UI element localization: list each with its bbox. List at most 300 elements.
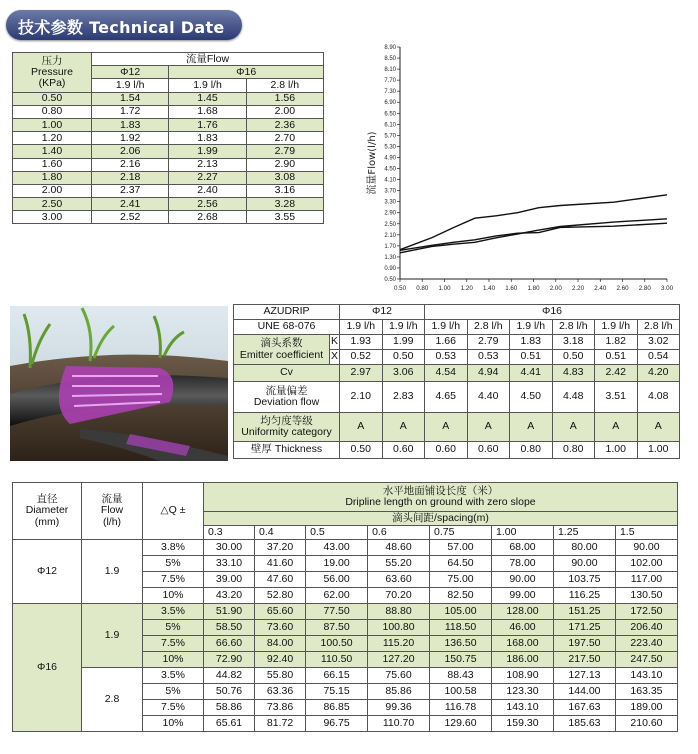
rate-header: 2.8 l/h: [637, 320, 680, 335]
spacing-value: 0.5: [306, 526, 368, 540]
length-value: 150.75: [430, 652, 492, 668]
length-value: 136.50: [430, 636, 492, 652]
x-tick-label: 2.20: [571, 285, 585, 292]
pressure-flow-table: [12, 52, 324, 224]
y-tick-label: 2.90: [384, 210, 396, 217]
pressure-value: 1.20: [13, 132, 92, 145]
x-tick-label: 2.40: [594, 285, 607, 292]
series-line-3: [400, 195, 667, 250]
length-value: 115.20: [368, 636, 430, 652]
y-tick-label: 4.50: [384, 166, 396, 173]
flow-value: 3.16: [246, 184, 323, 197]
length-value: 58.86: [204, 700, 255, 716]
spacing-value: 1.5: [615, 526, 677, 540]
length-value: 210.60: [615, 716, 677, 732]
flow-header-en: Flow: [100, 504, 124, 517]
k-value: 1.93: [340, 335, 383, 350]
flow-value: 3.55: [246, 211, 323, 224]
emitter-specs-table: [233, 304, 680, 459]
x-tick-label: 1.20: [460, 285, 473, 292]
uniformity-value: A: [510, 413, 553, 442]
pressure-value: 0.50: [13, 92, 92, 105]
length-value: 63.60: [368, 572, 430, 588]
flow-value: 2.56: [169, 198, 246, 211]
x-value: 0.53: [467, 350, 510, 365]
dripline-length-table: [12, 482, 678, 732]
deviation-value: 4.50: [510, 382, 553, 413]
x-value: 0.50: [382, 350, 425, 365]
length-value: 100.80: [368, 620, 430, 636]
deviation-value: 3.51: [595, 382, 638, 413]
flow-cell: 1.9: [82, 604, 143, 668]
length-value: 46.00: [492, 620, 554, 636]
length-value: 90.00: [553, 556, 615, 572]
pressure-row: [13, 105, 324, 118]
x-tick-label: 1.00: [438, 285, 451, 292]
deviation-value: 4.08: [637, 382, 680, 413]
diameter-16-header: Φ16: [169, 66, 324, 79]
rate-header: 1.9 l/h: [92, 79, 169, 92]
pressure-header-cn: 压力: [41, 54, 63, 67]
spacing-value: 0.4: [255, 526, 306, 540]
delta-q-value: 10%: [143, 716, 204, 732]
length-value: 130.50: [615, 588, 677, 604]
delta-q-value: 7.5%: [143, 700, 204, 716]
length-value: 88.80: [368, 604, 430, 620]
standard-cell: UNE 68-076: [234, 320, 340, 335]
delta-q-value: 5%: [143, 684, 204, 700]
delta-q-value: 5%: [143, 556, 204, 572]
x-tick-label: 0.80: [416, 285, 429, 292]
delta-q-value: 7.5%: [143, 572, 204, 588]
uniformity-value: A: [340, 413, 383, 442]
length-value: 55.20: [368, 556, 430, 572]
emitter-coefficient-en: Emitter coefficient: [239, 348, 324, 361]
diameter-12-header: Φ12: [92, 66, 169, 79]
length-value: 77.50: [306, 604, 368, 620]
cv-value: 4.20: [637, 365, 680, 382]
length-value: 19.00: [306, 556, 368, 572]
delta-q-value: 3.5%: [143, 604, 204, 620]
flow-pressure-chart: [355, 41, 695, 296]
flow-value: 1.45: [169, 92, 246, 105]
flow-value: 1.83: [169, 132, 246, 145]
length-value: 73.86: [255, 700, 306, 716]
uniformity-en: Uniformity category: [241, 426, 332, 438]
pressure-row: [13, 145, 324, 158]
length-value: 128.00: [492, 604, 554, 620]
length-row: [13, 540, 678, 556]
uniformity-value: A: [467, 413, 510, 442]
length-value: 116.25: [553, 588, 615, 604]
flow-value: 2.27: [169, 171, 246, 184]
length-value: 65.61: [204, 716, 255, 732]
rate-header: 1.9 l/h: [340, 320, 383, 335]
rate-header: 1.9 l/h: [595, 320, 638, 335]
length-value: 72.90: [204, 652, 255, 668]
brand-cell: AZUDRIP: [234, 305, 340, 320]
flow-value: 2.52: [92, 211, 169, 224]
length-value: 81.72: [255, 716, 306, 732]
deviation-value: 4.48: [552, 382, 595, 413]
length-value: 103.75: [553, 572, 615, 588]
x-value: 0.52: [340, 350, 383, 365]
flow-value: 3.08: [246, 171, 323, 184]
length-value: 80.00: [553, 540, 615, 556]
deviation-value: 2.83: [382, 382, 425, 413]
y-tick-label: 8.90: [384, 45, 396, 51]
y-tick-label: 5.70: [384, 133, 396, 140]
pressure-row: [13, 158, 324, 171]
spacing-value: 0.6: [368, 526, 430, 540]
x-value: 0.51: [595, 350, 638, 365]
length-value: 167.63: [553, 700, 615, 716]
cv-value: 4.83: [552, 365, 595, 382]
length-value: 217.50: [553, 652, 615, 668]
length-value: 185.63: [553, 716, 615, 732]
spacing-value: 0.3: [204, 526, 255, 540]
pressure-row: [13, 211, 324, 224]
length-value: 105.00: [430, 604, 492, 620]
dripline-photo: [10, 306, 228, 461]
cv-value: 4.94: [467, 365, 510, 382]
length-value: 33.10: [204, 556, 255, 572]
rate-header: 1.9 l/h: [382, 320, 425, 335]
thickness-value: 0.60: [425, 442, 468, 459]
diameter-header-en: Diameter: [25, 504, 69, 517]
x-tick-label: 3.00: [660, 285, 674, 292]
pressure-value: 1.40: [13, 145, 92, 158]
length-value: 66.60: [204, 636, 255, 652]
length-row: [13, 668, 678, 684]
length-value: 127.13: [553, 668, 615, 684]
length-value: 73.60: [255, 620, 306, 636]
pressure-value: 1.00: [13, 118, 92, 131]
pressure-value: 2.50: [13, 198, 92, 211]
delta-q-value: 3.5%: [143, 668, 204, 684]
uniformity-label: [234, 413, 340, 442]
flow-value: 1.99: [169, 145, 246, 158]
length-value: 223.40: [615, 636, 677, 652]
length-header-en: Dripline length on ground with zero slope: [345, 496, 536, 508]
length-value: 82.50: [430, 588, 492, 604]
flow-value: 2.06: [92, 145, 169, 158]
diameter-header: [13, 483, 82, 540]
x-tick-label: 2.00: [549, 285, 562, 292]
x-tick-label: 1.60: [505, 285, 518, 292]
rate-header: 1.9 l/h: [510, 320, 553, 335]
section-title: 技术参数 Technical Date: [18, 18, 225, 37]
length-value: 163.35: [615, 684, 677, 700]
length-value: 47.60: [255, 572, 306, 588]
flow-value: 2.00: [246, 105, 323, 118]
x-value: 0.54: [637, 350, 680, 365]
y-tick-label: 3.30: [384, 199, 396, 206]
thickness-value: 0.50: [340, 442, 383, 459]
length-value: 70.20: [368, 588, 430, 604]
length-value: 41.60: [255, 556, 306, 572]
length-value: 189.00: [615, 700, 677, 716]
x-tick-label: 1.80: [527, 285, 540, 292]
length-value: 68.00: [492, 540, 554, 556]
spacing-value: 1.25: [553, 526, 615, 540]
length-value: 129.60: [430, 716, 492, 732]
uniformity-value: A: [552, 413, 595, 442]
delta-q-header: △Q ±: [143, 483, 204, 540]
flow-value: 2.18: [92, 171, 169, 184]
flow-value: 1.72: [92, 105, 169, 118]
x-tick-label: 1.40: [482, 285, 496, 292]
length-value: 99.36: [368, 700, 430, 716]
diameter-12-header: Φ12: [340, 305, 425, 320]
length-value: 85.86: [368, 684, 430, 700]
length-value: 65.60: [255, 604, 306, 620]
length-value: 56.00: [306, 572, 368, 588]
thickness-value: 0.80: [552, 442, 595, 459]
y-tick-label: 6.50: [384, 111, 396, 118]
pressure-value: 1.80: [13, 171, 92, 184]
cv-value: 4.41: [510, 365, 553, 382]
length-value: 151.25: [553, 604, 615, 620]
x-tick-label: 2.80: [638, 285, 651, 292]
x-value: 0.51: [510, 350, 553, 365]
flow-value: 1.54: [92, 92, 169, 105]
flow-value: 2.79: [246, 145, 323, 158]
length-value: 57.00: [430, 540, 492, 556]
y-tick-label: 2.50: [384, 221, 396, 228]
k-value: 2.79: [467, 335, 510, 350]
cv-value: 2.42: [595, 365, 638, 382]
k-symbol: K: [330, 335, 340, 350]
spacing-value: 1.00: [492, 526, 554, 540]
flow-cell: 2.8: [82, 668, 143, 732]
spacing-header: 滴头间距/spacing(m): [204, 512, 678, 526]
flow-value: 3.28: [246, 198, 323, 211]
x-value: 0.50: [552, 350, 595, 365]
length-value: 75.15: [306, 684, 368, 700]
thickness-value: 0.80: [510, 442, 553, 459]
k-value: 1.66: [425, 335, 468, 350]
uniformity-value: A: [637, 413, 680, 442]
uniformity-value: A: [382, 413, 425, 442]
length-value: 143.10: [492, 700, 554, 716]
length-value: 108.90: [492, 668, 554, 684]
flow-value: 2.16: [92, 158, 169, 171]
rate-header: 2.8 l/h: [246, 79, 323, 92]
diameter-16-header: Φ16: [425, 305, 680, 320]
deviation-value: 4.40: [467, 382, 510, 413]
length-value: 102.00: [615, 556, 677, 572]
length-value: 143.10: [615, 668, 677, 684]
uniformity-cn: 均匀度等级: [260, 414, 313, 427]
length-value: 63.36: [255, 684, 306, 700]
flow-value: 1.83: [92, 118, 169, 131]
length-value: 52.80: [255, 588, 306, 604]
y-tick-label: 7.70: [384, 78, 396, 85]
series-line-2: [400, 219, 667, 253]
flow-value: 1.56: [246, 92, 323, 105]
length-value: 66.15: [306, 668, 368, 684]
length-value: 39.00: [204, 572, 255, 588]
length-value: 90.00: [492, 572, 554, 588]
length-value: 37.20: [255, 540, 306, 556]
thickness-label: 壁厚 Thickness: [234, 442, 340, 459]
cv-value: 4.54: [425, 365, 468, 382]
y-tick-label: 4.90: [384, 155, 396, 162]
uniformity-value: A: [595, 413, 638, 442]
length-value: 144.00: [553, 684, 615, 700]
flow-value: 1.68: [169, 105, 246, 118]
pressure-row: [13, 92, 324, 105]
y-tick-label: 6.10: [384, 122, 396, 129]
flow-value: 2.68: [169, 211, 246, 224]
y-tick-label: 1.30: [384, 254, 396, 261]
deviation-value: 2.10: [340, 382, 383, 413]
length-value: 168.00: [492, 636, 554, 652]
length-value: 43.20: [204, 588, 255, 604]
length-value: 117.00: [615, 572, 677, 588]
length-value: 116.78: [430, 700, 492, 716]
length-value: 99.00: [492, 588, 554, 604]
deviation-flow-en: Deviation flow: [253, 396, 320, 408]
pressure-row: [13, 184, 324, 197]
length-row: [13, 604, 678, 620]
diameter-header-cn: 直径: [36, 493, 58, 506]
k-value: 3.02: [637, 335, 680, 350]
y-tick-label: 7.30: [384, 89, 396, 96]
pressure-row: [13, 132, 324, 145]
length-value: 64.50: [430, 556, 492, 572]
flow-cell: 1.9: [82, 540, 143, 604]
thickness-value: 1.00: [595, 442, 638, 459]
k-value: 1.83: [510, 335, 553, 350]
delta-q-value: 10%: [143, 588, 204, 604]
x-value: 0.53: [425, 350, 468, 365]
length-value: 75.60: [368, 668, 430, 684]
y-tick-label: 5.30: [384, 144, 396, 151]
thickness-value: 0.60: [467, 442, 510, 459]
length-value: 50.76: [204, 684, 255, 700]
length-value: 44.82: [204, 668, 255, 684]
section-title-banner: [6, 10, 242, 40]
cv-value: 3.06: [382, 365, 425, 382]
length-value: 92.40: [255, 652, 306, 668]
y-tick-label: 1.70: [384, 243, 396, 250]
rate-header: 1.9 l/h: [169, 79, 246, 92]
length-value: 118.50: [430, 620, 492, 636]
pressure-header-unit: (KPa): [38, 76, 66, 89]
length-value: 84.00: [255, 636, 306, 652]
length-value: 100.50: [306, 636, 368, 652]
pressure-row: [13, 118, 324, 131]
deviation-flow-cn: 流量偏差: [265, 384, 308, 397]
length-value: 58.50: [204, 620, 255, 636]
y-tick-label: 3.70: [384, 188, 396, 195]
length-value: 96.75: [306, 716, 368, 732]
length-value: 75.00: [430, 572, 492, 588]
delta-q-value: 3.8%: [143, 540, 204, 556]
length-value: 100.58: [430, 684, 492, 700]
pressure-value: 2.00: [13, 184, 92, 197]
cv-label: Cv: [234, 365, 340, 382]
delta-q-value: 7.5%: [143, 636, 204, 652]
flow-value: 1.76: [169, 118, 246, 131]
length-value: 171.25: [553, 620, 615, 636]
flow-value: 2.13: [169, 158, 246, 171]
y-tick-label: 8.50: [384, 56, 396, 63]
flow-value: 2.41: [92, 198, 169, 211]
flow-header: [82, 483, 143, 540]
flow-value: 2.90: [246, 158, 323, 171]
length-value: 88.43: [430, 668, 492, 684]
y-tick-label: 0.90: [384, 265, 396, 272]
x-tick-label: 2.60: [616, 285, 629, 292]
rate-header: 2.8 l/h: [467, 320, 510, 335]
x-symbol: X: [330, 350, 340, 365]
pressure-row: [13, 171, 324, 184]
length-value: 247.50: [615, 652, 677, 668]
flow-value: 2.36: [246, 118, 323, 131]
length-value: 110.70: [368, 716, 430, 732]
spacing-value: 0.75: [430, 526, 492, 540]
pressure-value: 1.60: [13, 158, 92, 171]
diameter-header-unit: (mm): [34, 515, 60, 528]
length-value: 186.00: [492, 652, 554, 668]
length-value: 123.30: [492, 684, 554, 700]
length-header: [204, 483, 678, 512]
y-tick-label: 8.10: [384, 67, 396, 74]
length-value: 159.30: [492, 716, 554, 732]
length-value: 43.00: [306, 540, 368, 556]
pressure-header-en: Pressure: [30, 65, 73, 78]
length-value: 78.00: [492, 556, 554, 572]
rate-header: 2.8 l/h: [552, 320, 595, 335]
emitter-coefficient-label: [234, 335, 330, 365]
emitter-coefficient-cn: 滴头系数: [260, 337, 303, 350]
flow-header: 流量Flow: [92, 53, 324, 66]
length-value: 110.50: [306, 652, 368, 668]
length-value: 62.00: [306, 588, 368, 604]
flow-value: 2.40: [169, 184, 246, 197]
length-value: 127.20: [368, 652, 430, 668]
y-tick-label: 6.90: [384, 100, 396, 107]
length-value: 55.80: [255, 668, 306, 684]
length-header-cn: 水平地面铺设长度（米）: [382, 484, 499, 497]
pressure-row: [13, 198, 324, 211]
diameter-cell: Φ16: [13, 604, 82, 732]
length-value: 172.50: [615, 604, 677, 620]
length-value: 206.40: [615, 620, 677, 636]
delta-q-value: 10%: [143, 652, 204, 668]
length-value: 48.60: [368, 540, 430, 556]
pressure-value: 3.00: [13, 211, 92, 224]
length-value: 51.90: [204, 604, 255, 620]
pressure-header: [13, 53, 92, 93]
flow-value: 2.70: [246, 132, 323, 145]
uniformity-value: A: [425, 413, 468, 442]
k-value: 3.18: [552, 335, 595, 350]
flow-value: 1.92: [92, 132, 169, 145]
diameter-cell: Φ12: [13, 540, 82, 604]
length-value: 90.00: [615, 540, 677, 556]
y-axis-label: 流量Flow(l/h): [367, 131, 378, 195]
y-tick-label: 2.10: [384, 232, 396, 239]
delta-q-value: 5%: [143, 620, 204, 636]
k-value: 1.99: [382, 335, 425, 350]
cv-value: 2.97: [340, 365, 383, 382]
flow-header-cn: 流量: [101, 493, 123, 506]
y-tick-label: 0.50: [384, 277, 396, 283]
